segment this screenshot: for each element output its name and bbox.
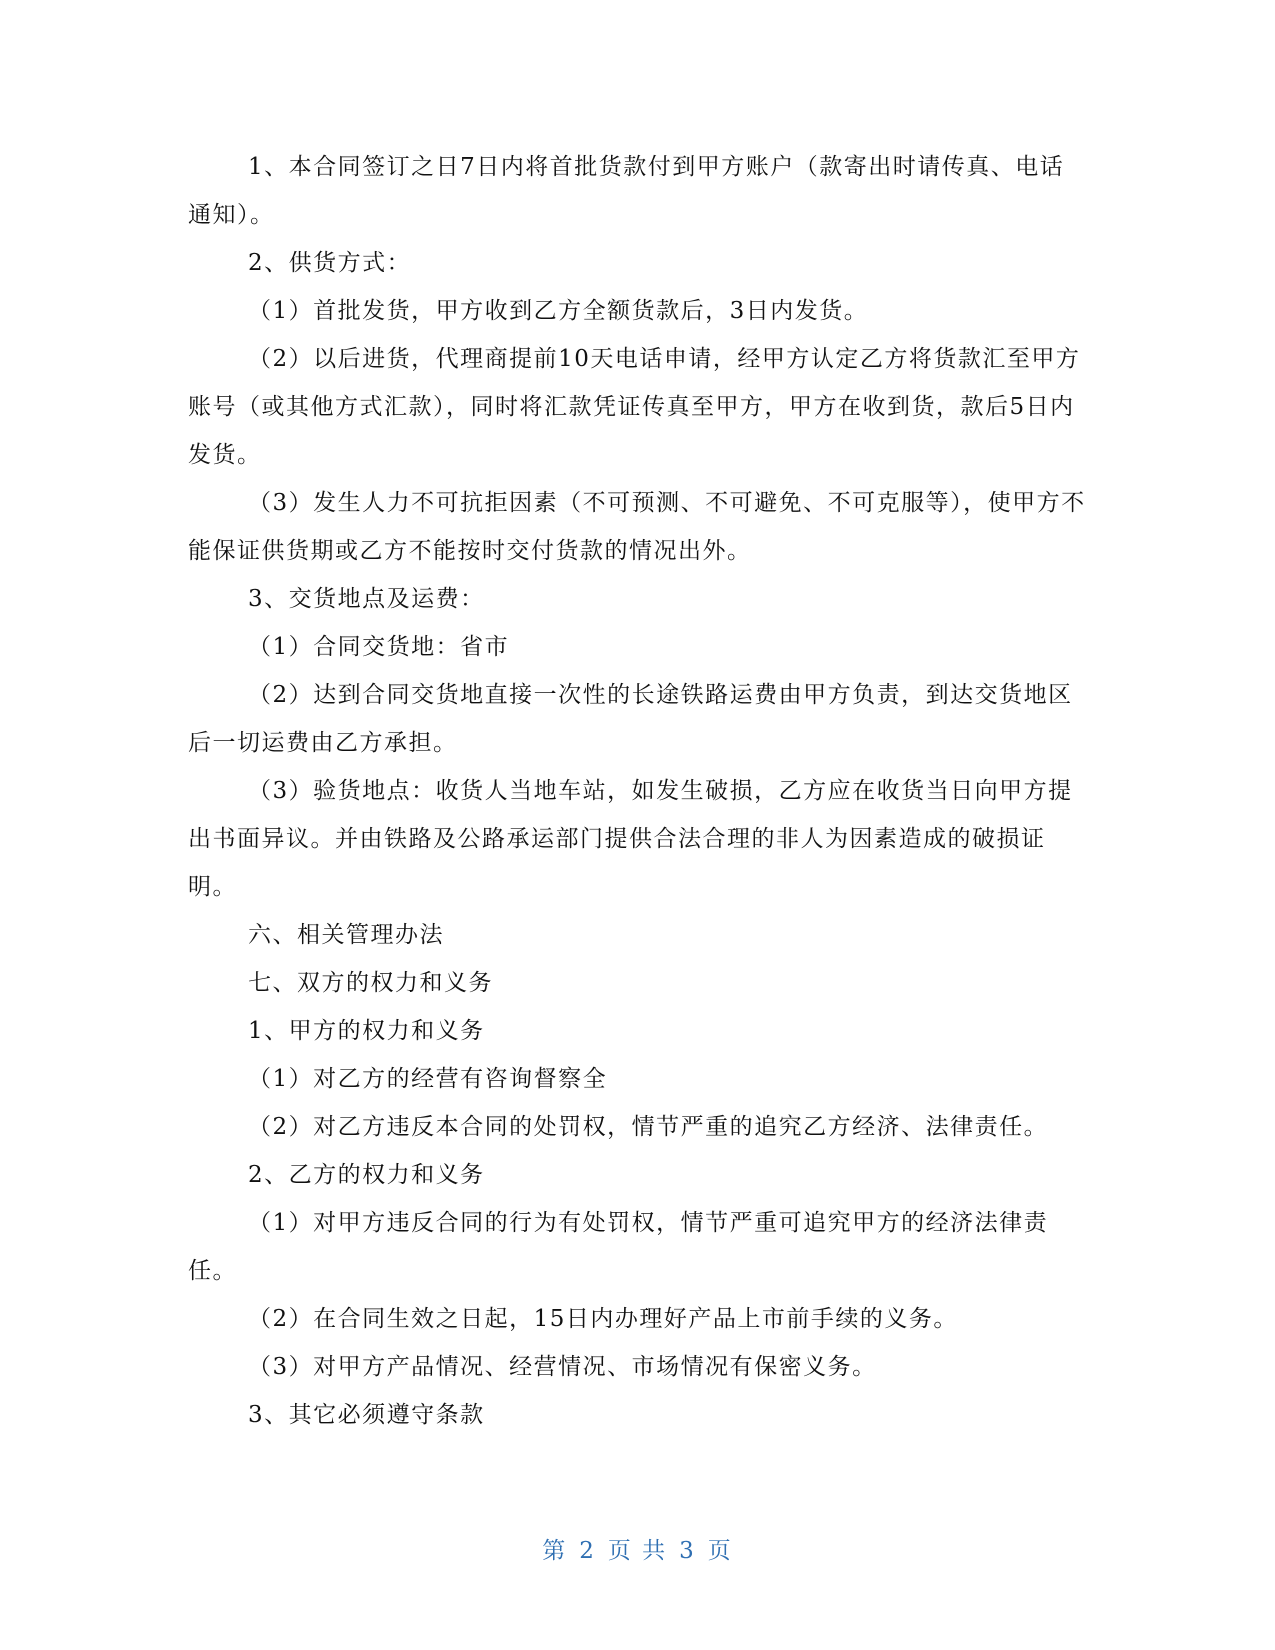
footer-prefix: 第 (542, 1538, 568, 1564)
paragraph: （3）对甲方产品情况、经营情况、市场情况有保密义务。 (248, 1354, 877, 1380)
paragraph: （1）合同交货地：省市 (248, 634, 510, 660)
paragraph: 3、交货地点及运费： (248, 586, 485, 612)
paragraph: 1、甲方的权力和义务 (248, 1018, 485, 1044)
paragraph: 2、乙方的权力和义务 (248, 1162, 485, 1188)
paragraph: （2）达到合同交货地直接一次性的长途铁路运费由甲方负责，到达交货地区后一切运费由乙方承担。 (188, 682, 1073, 756)
paragraph: （1）对甲方违反合同的行为有处罚权，情节严重可追究甲方的经济法律责任。 (188, 1210, 1049, 1284)
paragraph: （1）首批发货，甲方收到乙方全额货款后，3日内发货。 (248, 298, 869, 324)
footer-page-total: 3 (679, 1538, 696, 1564)
page-footer (0, 1532, 1275, 1565)
paragraph: （3）验货地点：收货人当地车站，如发生破损，乙方应在收货当日向甲方提出书面异议。并由铁路及公路承运部门提供合法合理的非人为因素造成的破损证明。 (188, 778, 1073, 900)
paragraph: （1）对乙方的经营有咨询督察全 (248, 1066, 608, 1092)
footer-suffix: 页 (707, 1538, 733, 1564)
paragraph: 1、本合同签订之日7日内将首批货款付到甲方账户（款寄出时请传真、电话通知）。 (188, 154, 1065, 228)
paragraph: （3）发生人力不可抗拒因素（不可预测、不可避免、不可克服等），使甲方不能保证供货期或乙方不能按时交付货款的情况出外。 (188, 490, 1086, 564)
paragraph: （2）对乙方违反本合同的处罚权，情节严重的追究乙方经济、法律责任。 (248, 1114, 1049, 1140)
footer-middle: 页 共 (607, 1538, 668, 1564)
paragraph: 2、供货方式： (248, 250, 412, 276)
section-heading: 六、相关管理办法 (248, 922, 444, 948)
document-body (188, 143, 1088, 1439)
section-heading: 七、双方的权力和义务 (248, 970, 493, 996)
footer-page-number: 2 (579, 1538, 596, 1564)
paragraph: 3、其它必须遵守条款 (248, 1402, 485, 1428)
paragraph: （2）在合同生效之日起，15日内办理好产品上市前手续的义务。 (248, 1306, 958, 1332)
paragraph: （2）以后进货，代理商提前10天电话申请，经甲方认定乙方将货款汇至甲方账号（或其他方式汇款），同时将汇款凭证传真至甲方，甲方在收到货，款后5日内发货。 (188, 346, 1081, 468)
